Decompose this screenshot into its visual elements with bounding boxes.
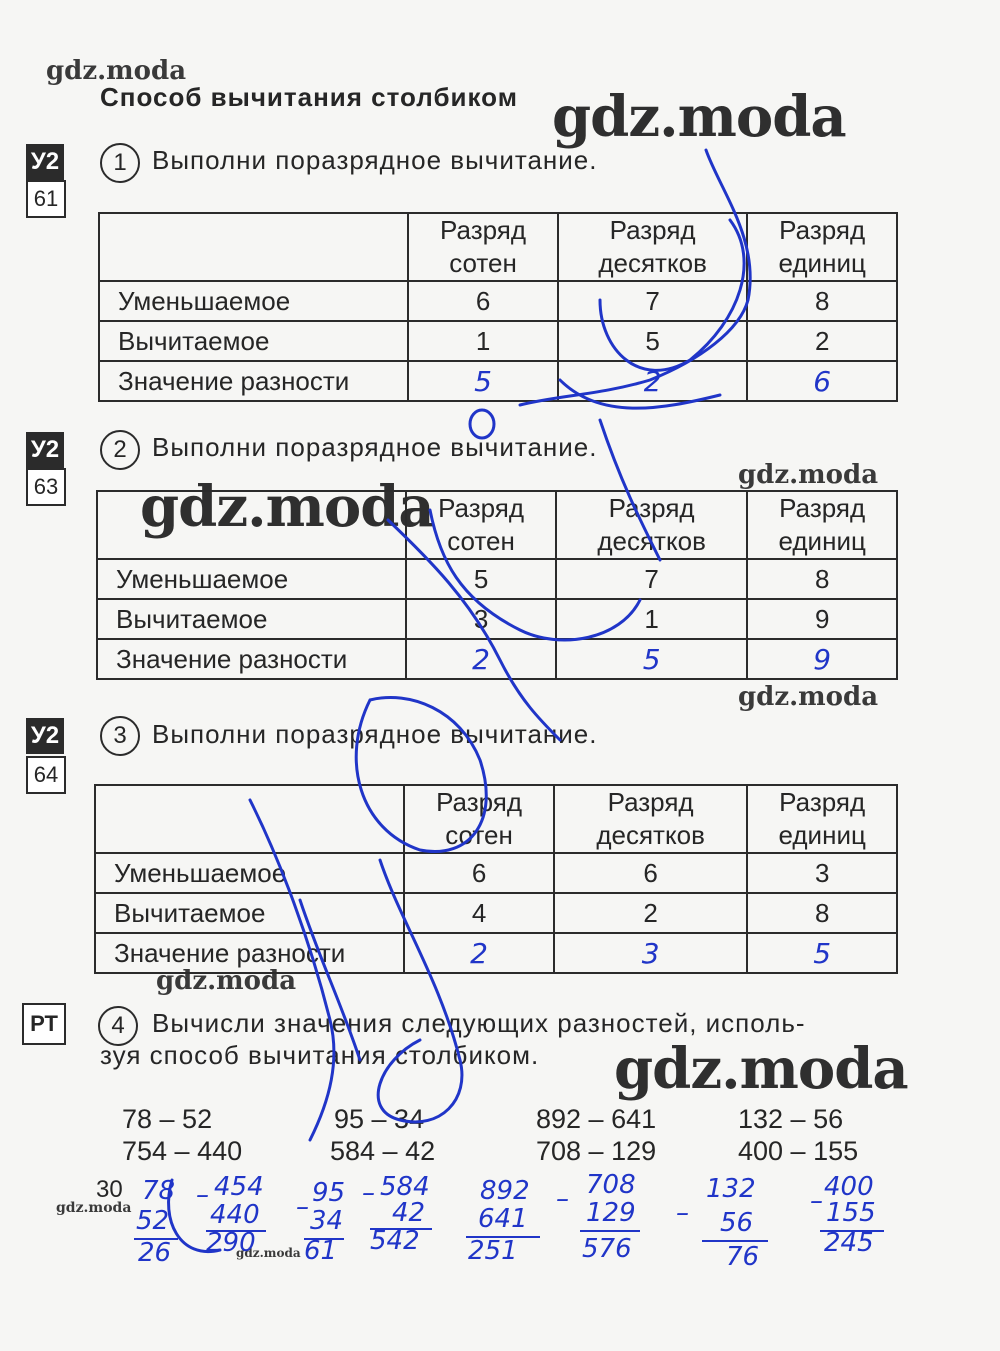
difference-tens: 3 [554, 933, 747, 973]
minus-sign: – [362, 1178, 375, 1208]
difference-tens: 5 [556, 639, 747, 679]
calc-top: 708 [586, 1170, 636, 1200]
calc-result: 576 [582, 1234, 632, 1264]
minuend-hundreds: 6 [404, 853, 554, 893]
subtrahend-tens: 5 [558, 321, 748, 361]
place-value-table [96, 490, 898, 680]
minus-sign: – [810, 1186, 823, 1216]
expression: 78 – 52 [122, 1104, 213, 1134]
calc-top: 584 [380, 1172, 430, 1202]
calc-bottom: 34 [310, 1206, 344, 1236]
difference-hundreds: 5 [408, 361, 558, 401]
row-label-subtrahend: Вычитаемое [97, 599, 406, 639]
subtrahend-tens: 1 [556, 599, 747, 639]
header-text: Разряд единиц [778, 493, 866, 556]
badge-tag: У2 [26, 718, 64, 754]
subtrahend-units: 9 [747, 599, 897, 639]
header-text: Разряд единиц [778, 215, 866, 278]
task-text: Выполни поразрядное вычитание. [152, 432, 598, 462]
calc-result: 76 [726, 1242, 760, 1272]
calc-bottom: 155 [826, 1198, 876, 1228]
header-text: Разряд сотен [438, 493, 525, 556]
difference-hundreds: 2 [406, 639, 556, 679]
expression: 400 – 155 [738, 1136, 859, 1166]
row-label-difference: Значение разности [97, 639, 406, 679]
place-value-table [98, 212, 898, 402]
calc-result: 290 [206, 1228, 256, 1258]
header-empty-cell [97, 491, 406, 559]
calc-bottom: 42 [392, 1198, 426, 1228]
badge-page-ref: 61 [26, 180, 66, 218]
difference-units: 9 [747, 639, 897, 679]
minus-sign: – [556, 1184, 569, 1214]
watermark: gdz.moda [552, 84, 846, 150]
subtrahend-units: 2 [747, 321, 897, 361]
header-hundreds [404, 785, 554, 853]
watermark: gdz.moda [236, 1246, 301, 1260]
minuend-units: 8 [747, 281, 897, 321]
calc-top: 400 [824, 1172, 874, 1202]
difference-units: 5 [747, 933, 897, 973]
minus-sign: – [296, 1192, 309, 1222]
task-text: Выполни поразрядное вычитание. [152, 145, 598, 175]
expression: 892 – 641 [536, 1104, 657, 1134]
badge-tag: РТ [22, 1003, 66, 1045]
subtrahend-hundreds: 3 [406, 599, 556, 639]
subtrahend-hundreds: 1 [408, 321, 558, 361]
task-number: 1 [100, 143, 140, 183]
header-text: Разряд единиц [778, 787, 866, 850]
minuend-tens: 6 [554, 853, 747, 893]
column-calculation [296, 1178, 352, 1268]
calc-top: 95 [312, 1178, 346, 1208]
header-units [747, 213, 897, 281]
subtrahend-tens: 2 [554, 893, 747, 933]
header-text: Разряд десятков [596, 787, 705, 850]
header-text: Разряд десятков [598, 215, 707, 278]
header-tens [554, 785, 747, 853]
row-label-minuend: Уменьшаемое [95, 853, 404, 893]
column-calculation [196, 1172, 276, 1262]
header-units [747, 491, 897, 559]
difference-units: 6 [747, 361, 897, 401]
task-text-line1: Вычисли значения следующих разностей, исполь- [152, 1008, 806, 1038]
column-calculation [462, 1176, 552, 1266]
column-calculation [556, 1170, 646, 1270]
calc-top: 892 [480, 1176, 530, 1206]
expression: 95 – 34 [334, 1104, 425, 1134]
calc-bottom: 52 [136, 1206, 170, 1236]
header-empty-cell [95, 785, 404, 853]
expression: 708 – 129 [536, 1136, 657, 1166]
calc-top: 78 [142, 1176, 176, 1206]
task-number: 2 [100, 430, 140, 470]
calc-top: 454 [214, 1172, 264, 1202]
badge-page-ref: 64 [26, 756, 66, 794]
calc-result: 61 [304, 1236, 338, 1266]
header-text: Разряд сотен [436, 787, 523, 850]
minus-sign: – [676, 1198, 689, 1228]
watermark: gdz.moda [738, 460, 879, 490]
column-calculation [134, 1176, 194, 1266]
column-calculation [676, 1174, 776, 1274]
watermark: gdz.moda [46, 56, 187, 86]
calc-line [580, 1230, 640, 1232]
task-number: 3 [100, 716, 140, 756]
header-hundreds [408, 213, 558, 281]
header-text: Разряд сотен [440, 215, 527, 278]
calc-result: 245 [824, 1228, 874, 1258]
row-label-minuend: Уменьшаемое [97, 559, 406, 599]
calc-result: 251 [468, 1236, 518, 1266]
expression: 584 – 42 [330, 1136, 436, 1166]
calc-bottom: 440 [210, 1200, 260, 1230]
expression: 132 – 56 [738, 1104, 844, 1134]
task-text: Выполни поразрядное вычитание. [152, 719, 598, 749]
subtrahend-units: 8 [747, 893, 897, 933]
minuend-units: 3 [747, 853, 897, 893]
watermark: gdz.moda [140, 474, 434, 540]
left-edge-number: 30 [96, 1176, 123, 1203]
calc-result: 542 [370, 1226, 420, 1256]
row-label-difference: Значение разности [99, 361, 408, 401]
task-number: 4 [98, 1006, 138, 1046]
header-tens [558, 213, 748, 281]
calc-result: 26 [138, 1238, 172, 1268]
header-text: Разряд десятков [597, 493, 706, 556]
calc-bottom: 641 [478, 1204, 528, 1234]
minuend-units: 8 [747, 559, 897, 599]
row-label-minuend: Уменьшаемое [99, 281, 408, 321]
calc-bottom: 129 [586, 1198, 636, 1228]
row-label-subtrahend: Вычитаемое [99, 321, 408, 361]
watermark: gdz.moda [738, 682, 879, 712]
task-text-line2: зуя способ вычитания столбиком. [100, 1040, 540, 1070]
minuend-tens: 7 [558, 281, 748, 321]
badge-tag: У2 [26, 432, 64, 468]
difference-hundreds: 2 [404, 933, 554, 973]
header-tens [556, 491, 747, 559]
calc-bottom: 56 [720, 1208, 754, 1238]
calc-top: 132 [706, 1174, 756, 1204]
expression: 754 – 440 [122, 1136, 243, 1166]
subtrahend-hundreds: 4 [404, 893, 554, 933]
difference-tens: 2 [558, 361, 748, 401]
badge-tag: У2 [26, 144, 64, 180]
row-label-subtrahend: Вычитаемое [95, 893, 404, 933]
watermark: gdz.moda [156, 966, 297, 996]
column-calculation [810, 1172, 900, 1262]
badge-page-ref: 63 [26, 468, 66, 506]
page-title: Способ вычитания столбиком [100, 82, 518, 112]
watermark: gdz.moda [56, 1200, 132, 1216]
header-hundreds [406, 491, 556, 559]
header-units [747, 785, 897, 853]
column-calculation [362, 1172, 442, 1262]
minus-sign: – [196, 1180, 209, 1210]
header-empty-cell [99, 213, 408, 281]
place-value-table [94, 784, 898, 974]
minuend-hundreds: 5 [406, 559, 556, 599]
row-label-difference: Значение разности [95, 933, 404, 973]
watermark: gdz.moda [614, 1036, 908, 1102]
minuend-tens: 7 [556, 559, 747, 599]
minuend-hundreds: 6 [408, 281, 558, 321]
